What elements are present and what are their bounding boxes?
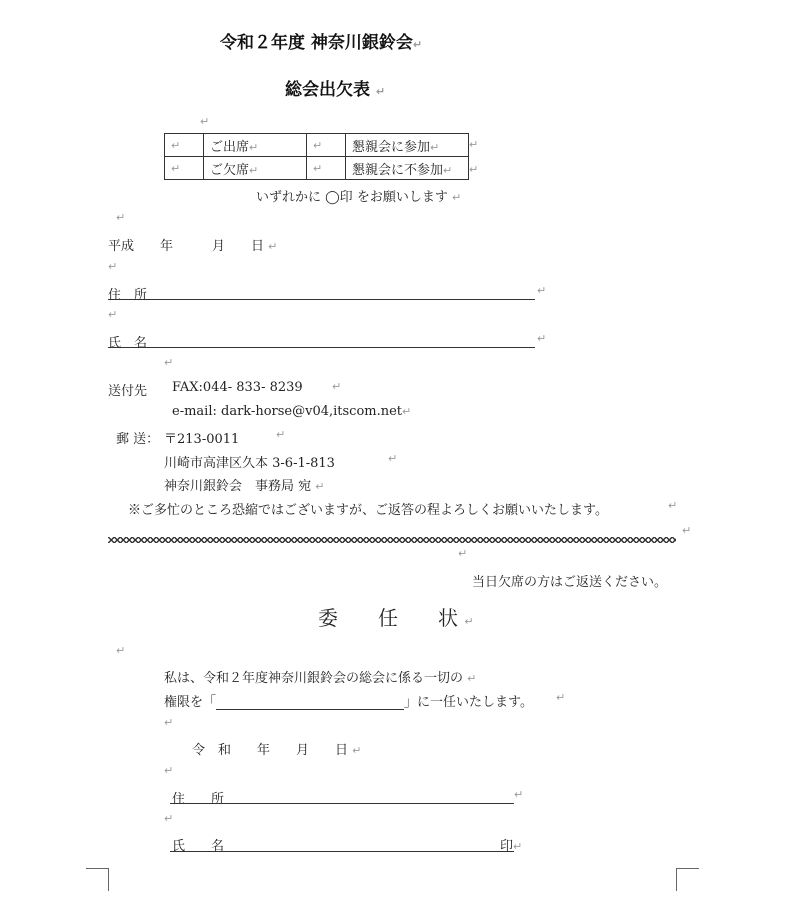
fax-number: FAX:044- 833- 8239: [172, 380, 303, 395]
table-row: [165, 157, 469, 180]
paragraph-mark: ↵: [514, 788, 524, 801]
postal-code: 〒213-0011: [164, 432, 240, 447]
paragraph-mark: ↵: [116, 644, 126, 657]
name-field[interactable]: [108, 347, 535, 348]
row-end-mark: ↵: [469, 163, 479, 176]
checkbox-cell-party-join[interactable]: ↵: [307, 134, 346, 157]
name-label: 氏 名: [108, 336, 148, 351]
paragraph-mark: ↵: [116, 211, 126, 224]
option-party-decline: 懇親会に不参加↵: [346, 157, 469, 180]
paragraph-mark: ↵: [164, 764, 174, 777]
paragraph-mark: ↵: [556, 691, 566, 704]
paragraph-mark: ↵: [537, 284, 547, 297]
paragraph-mark: ↵: [164, 716, 174, 729]
proxy-name-label: 氏 名: [172, 839, 225, 854]
proxy-name-field[interactable]: [170, 851, 514, 852]
crop-mark-right: [676, 868, 699, 891]
proxy-address-field[interactable]: [170, 803, 514, 804]
crop-mark-left: [86, 868, 109, 891]
proxy-address-label: 住 所: [172, 792, 225, 807]
proxy-line-2: 権限を「 」に一任いたします。: [164, 695, 533, 710]
form-subtitle: 総会出欠表 ↵: [285, 80, 386, 100]
paragraph-mark: ↵: [388, 452, 398, 465]
request-note: ※ご多忙のところ恐縮ではございますが、ご返答の程よろしくお願いいたします。: [128, 503, 608, 518]
delegate-name-field[interactable]: [216, 695, 404, 710]
paragraph-mark: ↵: [276, 428, 286, 441]
paragraph-mark: ↵: [668, 499, 678, 512]
paragraph-mark: ↵: [108, 308, 118, 321]
paragraph-mark: ↵: [458, 547, 468, 560]
paragraph-mark: ↵: [200, 115, 210, 128]
checkbox-cell-attend[interactable]: ↵: [165, 134, 204, 157]
row-end-mark: ↵: [469, 138, 479, 151]
date-line: 平成 年 月 日 ↵: [108, 239, 278, 254]
address-field[interactable]: [108, 299, 535, 300]
paragraph-mark: ↵: [332, 380, 342, 393]
option-attend: ご出席↵: [204, 134, 307, 157]
post-label: 郵 送：: [116, 432, 160, 447]
checkbox-cell-absent[interactable]: ↵: [165, 157, 204, 180]
paragraph-mark: ↵: [164, 812, 174, 825]
paragraph-mark: ↵: [164, 356, 174, 369]
proxy-title: 委 任 状 ↵: [318, 606, 474, 630]
table-instruction: いずれかに ◯印 をお願いします ↵: [256, 190, 462, 205]
postal-address: 川崎市高津区久本 3-6-1-813: [164, 456, 335, 471]
seal-mark: 印↵: [500, 839, 523, 854]
document-title: 令和２年度 神奈川銀鈴会↵: [220, 33, 423, 53]
address-label: 住 所: [108, 288, 148, 303]
paragraph-mark: ↵: [412, 38, 423, 51]
option-party-join: 懇親会に参加↵: [346, 134, 469, 157]
option-absent: ご欠席↵: [204, 157, 307, 180]
paragraph-mark: ↵: [682, 524, 692, 537]
checkbox-cell-party-decline[interactable]: ↵: [307, 157, 346, 180]
proxy-line-1: 私は、令和２年度神奈川銀鈴会の総会に係る一切の ↵: [164, 671, 477, 686]
send-to-label: 送付先: [108, 384, 148, 399]
absent-return-note: 当日欠席の方はご返送ください。: [472, 575, 668, 590]
email-address: e-mail: dark-horse@v04,itscom.net↵: [172, 404, 412, 419]
table-row: [165, 134, 469, 157]
cut-line: [108, 537, 676, 543]
recipient: 神奈川銀鈴会 事務局 宛 ↵: [164, 479, 325, 494]
paragraph-mark: ↵: [375, 85, 386, 98]
attendance-table: [164, 133, 469, 180]
paragraph-mark: ↵: [108, 260, 118, 273]
proxy-date-line: 令 和 年 月 日 ↵: [192, 743, 362, 758]
paragraph-mark: ↵: [537, 332, 547, 345]
